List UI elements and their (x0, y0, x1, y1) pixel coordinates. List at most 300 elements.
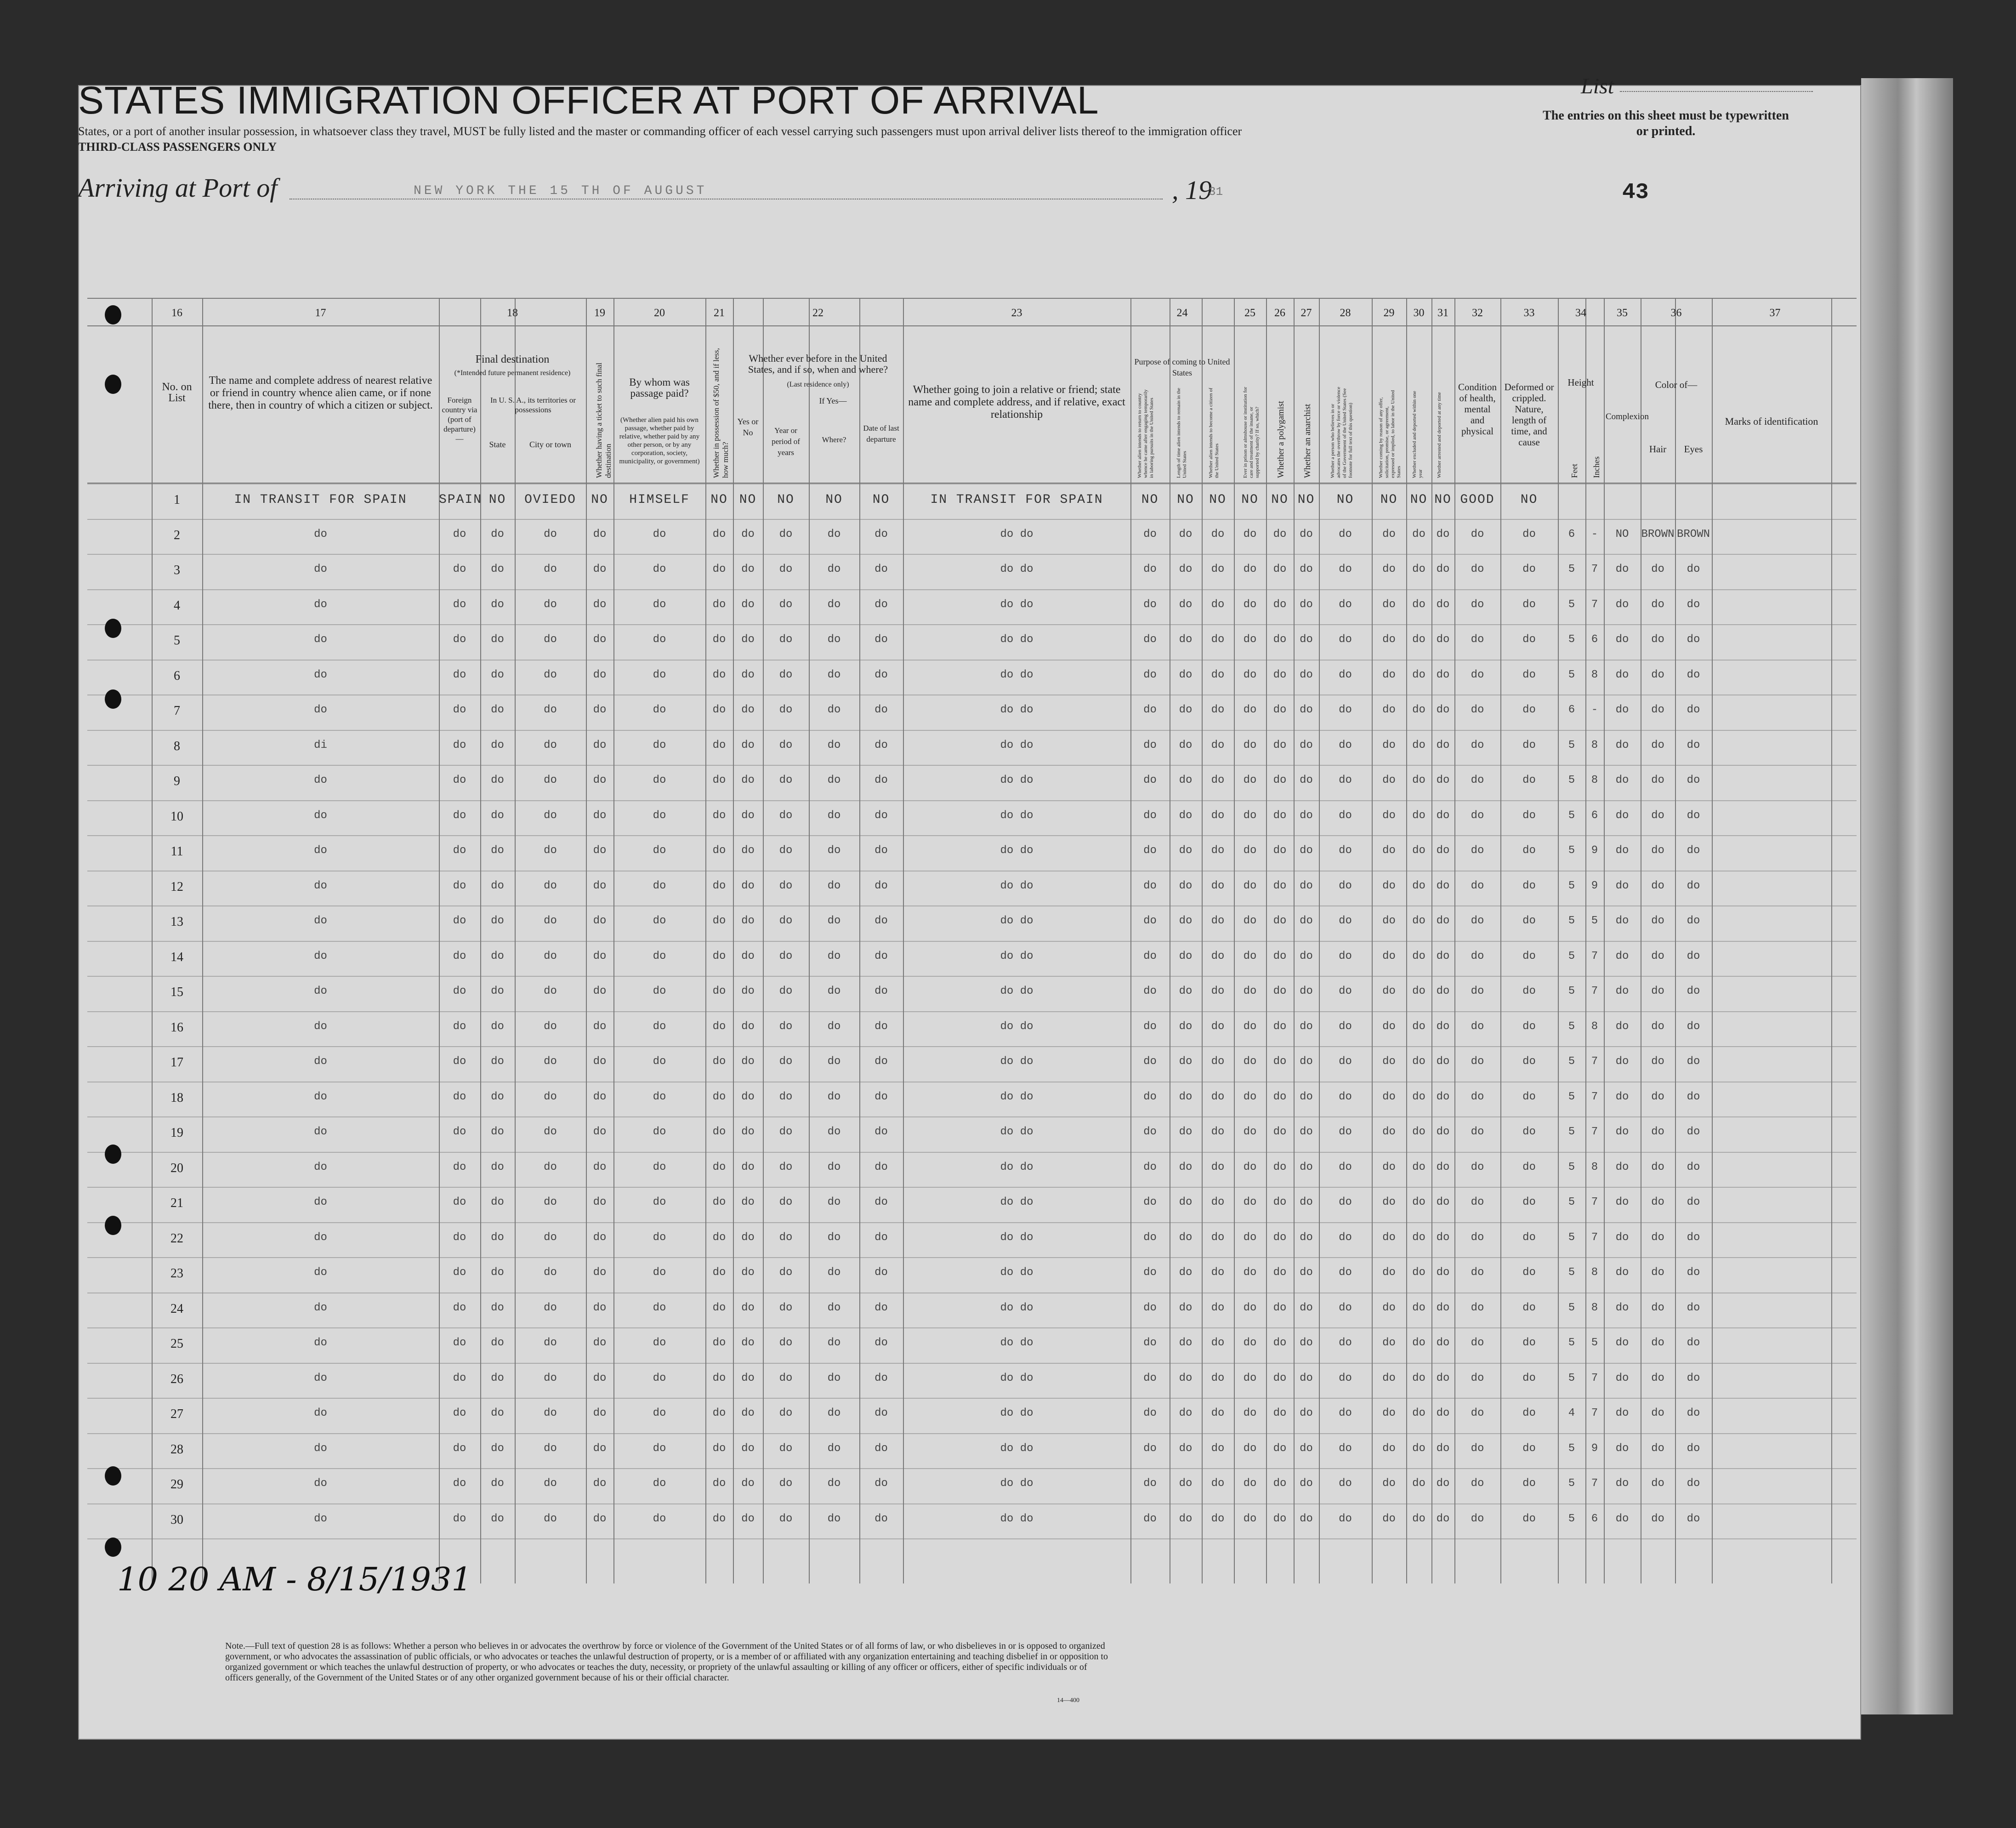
cell-c22a: do (741, 528, 755, 541)
cell-c21: do (712, 809, 726, 822)
cell-c18c: do (544, 985, 557, 997)
cell-c19: do (593, 1512, 607, 1525)
cell-c17: do (314, 1231, 327, 1244)
cell-c17: do (314, 915, 327, 927)
cell-c21: do (712, 563, 726, 575)
row-number: 15 (170, 985, 183, 999)
cell-c24a: do (1143, 1407, 1157, 1419)
cell-c24a: do (1143, 633, 1157, 646)
cell-c36e: do (1687, 915, 1700, 927)
cell-c22a: do (741, 809, 755, 822)
cell-c24c: do (1211, 844, 1225, 857)
cell-c21: do (712, 668, 726, 681)
cell-c19: do (593, 1407, 607, 1419)
cell-c24c: do (1211, 528, 1225, 541)
cell-c31: do (1436, 950, 1450, 962)
cell-c23: do do (1000, 1442, 1034, 1455)
cell-c36h: do (1651, 598, 1664, 611)
cell-c33: do (1522, 985, 1536, 997)
cell-c20: do (653, 1512, 666, 1525)
cell-c20: do (653, 1020, 666, 1033)
cell-c22b: do (779, 739, 793, 752)
cell-c21: do (712, 704, 726, 716)
cell-c22c: do (827, 1407, 841, 1419)
cell-c18f: do (453, 985, 466, 997)
cell-c31: do (1436, 528, 1450, 541)
cell-c27: do (1300, 1231, 1313, 1244)
cell-c36e: do (1687, 985, 1700, 997)
form-number: 14—400 (1057, 1697, 1079, 1704)
cell-c18f: do (453, 950, 466, 962)
cell-c36e: do (1687, 879, 1700, 892)
column-number: 23 (1011, 307, 1022, 319)
cell-c34f: 5 (1568, 633, 1575, 646)
cell-c28: do (1339, 1126, 1352, 1138)
cell-c26: do (1273, 668, 1287, 681)
cell-c18f: do (453, 1266, 466, 1279)
cell-c18s: do (491, 1442, 504, 1455)
cell-c23: IN TRANSIT FOR SPAIN (930, 493, 1103, 507)
column-rule (1319, 298, 1320, 1583)
cell-c34i: 8 (1591, 739, 1598, 752)
cell-c18s: do (491, 774, 504, 786)
stacked-page-edges (1861, 78, 1953, 1714)
cell-c33: do (1522, 1126, 1536, 1138)
cell-c24c: do (1211, 809, 1225, 822)
cell-c29: do (1382, 1055, 1396, 1068)
cell-c25: do (1243, 1477, 1257, 1490)
cell-c32: do (1471, 1055, 1484, 1068)
cell-c26: do (1273, 879, 1287, 892)
cell-c18f: SPAIN (439, 493, 483, 507)
column-header-fifty-dollars: Whether in possession of $50, and if less, how much? (712, 348, 730, 478)
column-header-vertical: Whether a person who believes in or advocates the overthrow by force or violence of the Government of the United States (See footnote for full text of this question) (1330, 387, 1353, 478)
cell-c34f: 5 (1568, 879, 1575, 892)
cell-c18c: do (544, 563, 557, 575)
cell-c22c: do (827, 739, 841, 752)
column-number: 33 (1523, 307, 1535, 319)
cell-c18f: do (453, 1231, 466, 1244)
cell-c19: do (593, 809, 607, 822)
cell-c25: do (1243, 633, 1257, 646)
cell-c24c: do (1211, 668, 1225, 681)
cell-c22c: do (827, 915, 841, 927)
cell-c30: do (1412, 985, 1425, 997)
column-number: 20 (654, 307, 665, 319)
cell-c30: do (1412, 1196, 1425, 1208)
cell-c31: NO (1434, 493, 1452, 507)
cell-c24b: do (1179, 879, 1193, 892)
cell-c30: do (1412, 1055, 1425, 1068)
cell-c19: do (593, 1090, 607, 1103)
row-rule (87, 1398, 1857, 1399)
cell-c34i: 9 (1591, 844, 1598, 857)
cell-c32: do (1471, 1126, 1484, 1138)
cell-c30: do (1412, 879, 1425, 892)
column-number: 17 (315, 307, 326, 319)
row-number: 17 (170, 1055, 183, 1070)
cell-c18s: do (491, 704, 504, 716)
cell-c24b: NO (1177, 493, 1194, 507)
cell-c19: do (593, 598, 607, 611)
cell-c25: do (1243, 950, 1257, 962)
cell-c22d: do (875, 1477, 888, 1490)
column-number: 35 (1617, 307, 1628, 319)
cell-c26: do (1273, 1266, 1287, 1279)
cell-c22d: do (875, 1301, 888, 1314)
cell-c24b: do (1179, 1407, 1193, 1419)
cell-c31: do (1436, 1372, 1450, 1384)
column-header-final-destination-sub: (*Intended future permanent residence) (454, 369, 571, 377)
cell-c36h: do (1651, 844, 1664, 857)
cell-c36e: do (1687, 1266, 1700, 1279)
cell-c32: do (1471, 1301, 1484, 1314)
cell-c23: do do (1000, 1477, 1034, 1490)
row-number: 2 (174, 528, 180, 542)
cell-c26: do (1273, 1161, 1287, 1173)
cell-c17: do (314, 1301, 327, 1314)
cell-c20: do (653, 1196, 666, 1208)
column-rule (1406, 298, 1407, 1583)
cell-c31: do (1436, 1161, 1450, 1173)
cell-c22c: do (827, 809, 841, 822)
cell-c31: do (1436, 1126, 1450, 1138)
column-header-hair: Hair (1649, 444, 1667, 455)
row-number: 14 (170, 950, 183, 964)
cell-c32: do (1471, 528, 1484, 541)
cell-c30: do (1412, 1512, 1425, 1525)
row-rule (87, 800, 1857, 801)
cell-c34f: 5 (1568, 774, 1575, 786)
cell-c32: do (1471, 985, 1484, 997)
cell-c18s: NO (488, 493, 506, 507)
cell-c22b: do (779, 1161, 793, 1173)
cell-c34i: 7 (1591, 563, 1598, 575)
column-header-eyes: Eyes (1684, 444, 1703, 455)
cell-c22b: do (779, 1231, 793, 1244)
cell-c22b: do (779, 528, 793, 541)
cell-c28: do (1339, 1090, 1352, 1103)
cell-c36h: do (1651, 1477, 1664, 1490)
cell-c34f: 5 (1568, 739, 1575, 752)
cell-c36h: do (1651, 1266, 1664, 1279)
row-rule (87, 1152, 1857, 1153)
cell-c23: do do (1000, 633, 1034, 646)
cell-c33: do (1522, 1055, 1536, 1068)
cell-c18s: do (491, 1337, 504, 1349)
cell-c18f: do (453, 598, 466, 611)
cell-c18f: do (453, 1020, 466, 1033)
cell-c29: do (1382, 739, 1396, 752)
cell-c27: do (1300, 668, 1313, 681)
cell-c24b: do (1179, 1196, 1193, 1208)
cell-c29: NO (1380, 493, 1398, 507)
cell-c24b: do (1179, 1126, 1193, 1138)
cell-c34f: 5 (1568, 1477, 1575, 1490)
cell-c24a: do (1143, 1372, 1157, 1384)
punch-hole (105, 305, 121, 325)
cell-c34i: 6 (1591, 1512, 1598, 1525)
cell-c17: do (314, 633, 327, 646)
row-number: 25 (170, 1337, 183, 1351)
cell-c22b: do (779, 668, 793, 681)
cell-c29: do (1382, 1337, 1396, 1349)
column-rule (1585, 298, 1586, 1583)
cell-c36h: do (1651, 1161, 1664, 1173)
column-rule (903, 298, 904, 1583)
cell-c28: do (1339, 1301, 1352, 1314)
cell-c24c: do (1211, 1126, 1225, 1138)
cell-c30: do (1412, 633, 1425, 646)
cell-c19: do (593, 844, 607, 857)
cell-c17: do (314, 1161, 327, 1173)
cell-c20: do (653, 739, 666, 752)
cell-c35: do (1615, 1231, 1629, 1244)
port-label: Arriving at Port of (78, 173, 278, 203)
cell-c22a: NO (739, 493, 757, 507)
cell-c27: do (1300, 950, 1313, 962)
cell-c34f: 5 (1568, 1055, 1575, 1068)
cell-c29: do (1382, 1196, 1396, 1208)
column-number: 28 (1340, 307, 1351, 319)
cell-c22a: do (741, 739, 755, 752)
cell-c19: do (593, 1055, 607, 1068)
cell-c21: do (712, 1020, 726, 1033)
cell-c22d: do (875, 633, 888, 646)
cell-c28: do (1339, 528, 1352, 541)
cell-c33: do (1522, 1372, 1536, 1384)
cell-c29: do (1382, 1161, 1396, 1173)
cell-c22b: do (779, 879, 793, 892)
cell-c26: do (1273, 598, 1287, 611)
cell-c34f: 5 (1568, 1090, 1575, 1103)
row-rule (87, 835, 1857, 836)
cell-c35: do (1615, 809, 1629, 822)
cell-c24a: do (1143, 1231, 1157, 1244)
cell-c33: NO (1520, 493, 1538, 507)
column-header-vertical: Ever in prison or almshouse or institution for care and treatment of the insane, or supported by charity? If so, which? (1243, 387, 1260, 478)
cell-c34i: - (1591, 528, 1598, 541)
cell-c25: do (1243, 844, 1257, 857)
cell-c25: do (1243, 1266, 1257, 1279)
cell-c22a: do (741, 598, 755, 611)
cell-c25: do (1243, 739, 1257, 752)
cell-c22c: do (827, 633, 841, 646)
cell-c27: do (1300, 774, 1313, 786)
row-rule (87, 660, 1857, 661)
column-header-date-departure: Date of last departure (863, 424, 899, 444)
column-header-year-period: Year or period of years (772, 426, 800, 457)
column-rule (515, 298, 516, 1583)
cell-c29: do (1382, 598, 1396, 611)
cell-c18f: do (453, 704, 466, 716)
cell-c17: do (314, 563, 327, 575)
cell-c25: do (1243, 1090, 1257, 1103)
cell-c36e: do (1687, 1090, 1700, 1103)
cell-c36h: do (1651, 739, 1664, 752)
column-header-passage-paid: By whom was passage paid? (629, 376, 690, 399)
cell-c22b: do (779, 774, 793, 786)
table-top-rule (87, 298, 1857, 299)
cell-c34i: 9 (1591, 1442, 1598, 1455)
cell-c21: NO (710, 493, 728, 507)
cell-c17: do (314, 774, 327, 786)
row-number: 6 (174, 668, 180, 683)
cell-c18s: do (491, 950, 504, 962)
cell-c34f: 5 (1568, 1442, 1575, 1455)
cell-c22b: do (779, 1442, 793, 1455)
cell-c20: do (653, 1055, 666, 1068)
column-number: 26 (1274, 307, 1285, 319)
cell-c36e: do (1687, 1231, 1700, 1244)
cell-c33: do (1522, 1442, 1536, 1455)
row-rule (87, 1363, 1857, 1364)
cell-c24a: do (1143, 879, 1157, 892)
cell-c24c: do (1211, 985, 1225, 997)
cell-c26: do (1273, 1477, 1287, 1490)
cell-c31: do (1436, 1442, 1450, 1455)
cell-c34i: 7 (1591, 1231, 1598, 1244)
cell-c19: do (593, 950, 607, 962)
cell-c22b: do (779, 1477, 793, 1490)
cell-c18s: do (491, 739, 504, 752)
cell-c36e: BROWN (1676, 528, 1710, 541)
cell-c31: do (1436, 1512, 1450, 1525)
cell-c35: do (1615, 950, 1629, 962)
cell-c18f: do (453, 1442, 466, 1455)
punch-hole (105, 689, 121, 709)
cell-c30: do (1412, 598, 1425, 611)
cell-c22b: do (779, 598, 793, 611)
cell-c24a: do (1143, 668, 1157, 681)
cell-c22c: do (827, 668, 841, 681)
cell-c23: do do (1000, 668, 1034, 681)
cell-c22c: do (827, 1090, 841, 1103)
cell-c27: do (1300, 1090, 1313, 1103)
cell-c31: do (1436, 844, 1450, 857)
cell-c26: do (1273, 1337, 1287, 1349)
cell-c21: do (712, 1231, 726, 1244)
cell-c22d: do (875, 704, 888, 716)
cell-c24b: do (1179, 563, 1193, 575)
cell-c18f: do (453, 844, 466, 857)
cell-c20: HIMSELF (629, 493, 690, 507)
cell-c31: do (1436, 1407, 1450, 1419)
column-number: 37 (1769, 307, 1781, 319)
cell-c36e: do (1687, 844, 1700, 857)
cell-c30: do (1412, 1231, 1425, 1244)
cell-c27: do (1300, 1301, 1313, 1314)
column-number: 32 (1472, 307, 1483, 319)
cell-c21: do (712, 879, 726, 892)
cell-c18c: do (544, 1512, 557, 1525)
cell-c18f: do (453, 1337, 466, 1349)
row-number: 3 (174, 563, 180, 577)
cell-c28: do (1339, 1477, 1352, 1490)
cell-c28: do (1339, 1161, 1352, 1173)
cell-c21: do (712, 1477, 726, 1490)
row-number: 23 (170, 1266, 183, 1281)
column-rule (1202, 298, 1203, 1583)
cell-c18c: do (544, 1231, 557, 1244)
cell-c24b: do (1179, 985, 1193, 997)
cell-c18c: do (544, 1196, 557, 1208)
cell-c18s: do (491, 1055, 504, 1068)
cell-c25: do (1243, 668, 1257, 681)
cell-c20: do (653, 1161, 666, 1173)
cell-c22a: do (741, 1055, 755, 1068)
column-rule (1130, 298, 1131, 1583)
cell-c18c: do (544, 844, 557, 857)
cell-c23: do do (1000, 1301, 1034, 1314)
cell-c24c: do (1211, 563, 1225, 575)
column-header-vertical: Whether coming by reason of any offer, solicitation, promise, or agreement, expressed or implied, to labor in the United States (1378, 390, 1402, 478)
class-line: THIRD-CLASS PASSENGERS ONLY (78, 140, 277, 154)
column-header-nearest-relative: The name and complete address of nearest relative or friend in country whence alien came, or if none there, then in country of which a citizen or subject. (208, 375, 433, 411)
cell-c22a: do (741, 1266, 755, 1279)
cell-c28: do (1339, 633, 1352, 646)
cell-c22d: do (875, 739, 888, 752)
cell-c32: do (1471, 1266, 1484, 1279)
cell-c34f: 5 (1568, 598, 1575, 611)
cell-c20: do (653, 704, 666, 716)
cell-c21: do (712, 1442, 726, 1455)
cell-c33: do (1522, 1161, 1536, 1173)
column-rule (1234, 298, 1235, 1583)
cell-c34f: 5 (1568, 1161, 1575, 1173)
cell-c30: do (1412, 774, 1425, 786)
cell-c23: do do (1000, 1266, 1034, 1279)
cell-c24c: do (1211, 1442, 1225, 1455)
cell-c27: do (1300, 809, 1313, 822)
cell-c31: do (1436, 598, 1450, 611)
cell-c35: do (1615, 879, 1629, 892)
cell-c19: do (593, 633, 607, 646)
cell-c34f: 5 (1568, 563, 1575, 575)
cell-c24b: do (1179, 774, 1193, 786)
cell-c24c: do (1211, 739, 1225, 752)
cell-c30: do (1412, 1126, 1425, 1138)
cell-c25: do (1243, 1196, 1257, 1208)
column-header-color: Color of— (1655, 379, 1698, 390)
cell-c24b: do (1179, 1301, 1193, 1314)
cell-c33: do (1522, 1196, 1536, 1208)
column-header-vertical: Length of time alien intends to remain in the United States (1176, 387, 1187, 478)
cell-c26: do (1273, 1231, 1287, 1244)
cell-c24c: do (1211, 879, 1225, 892)
cell-c34i: 5 (1591, 1337, 1598, 1349)
column-header-city: City or town (529, 440, 571, 449)
punch-hole (105, 1466, 121, 1486)
footnote-question-28: Note.—Full text of question 28 is as follows: Whether a person who believes in or advocates the overthrow by force or violence of the Government of the United States or of all forms of law, or who disbelieves in or is opposed to organized government, or who advocates the assassination of public officials, or who advocates or teaches the unlawful destruction of property, or is a member of or affiliated with any organization entertaining and teaching disbelief in or opposition to organized government or which teaches the unlawful destruction of property, or who advocates or teaches the duty, necessity, or propriety of the unlawful assaulting or killing of any officer or officers, either of specific individuals or of officers generally, of the Government of the United States or of any other organized government because of his or their official character. (225, 1641, 1108, 1683)
cell-c18s: do (491, 668, 504, 681)
cell-c26: NO (1271, 493, 1289, 507)
cell-c24c: do (1211, 1020, 1225, 1033)
row-rule (87, 554, 1857, 555)
cell-c22b: do (779, 809, 793, 822)
cell-c30: do (1412, 915, 1425, 927)
cell-c18s: do (491, 528, 504, 541)
column-header-anarchist: Whether an anarchist (1303, 404, 1312, 478)
cell-c24a: do (1143, 1477, 1157, 1490)
cell-c36h: do (1651, 1020, 1664, 1033)
cell-c30: do (1412, 950, 1425, 962)
cell-c20: do (653, 633, 666, 646)
cell-c18c: do (544, 1477, 557, 1490)
cell-c29: do (1382, 774, 1396, 786)
cell-c35: do (1615, 1196, 1629, 1208)
cell-c18c: do (544, 668, 557, 681)
